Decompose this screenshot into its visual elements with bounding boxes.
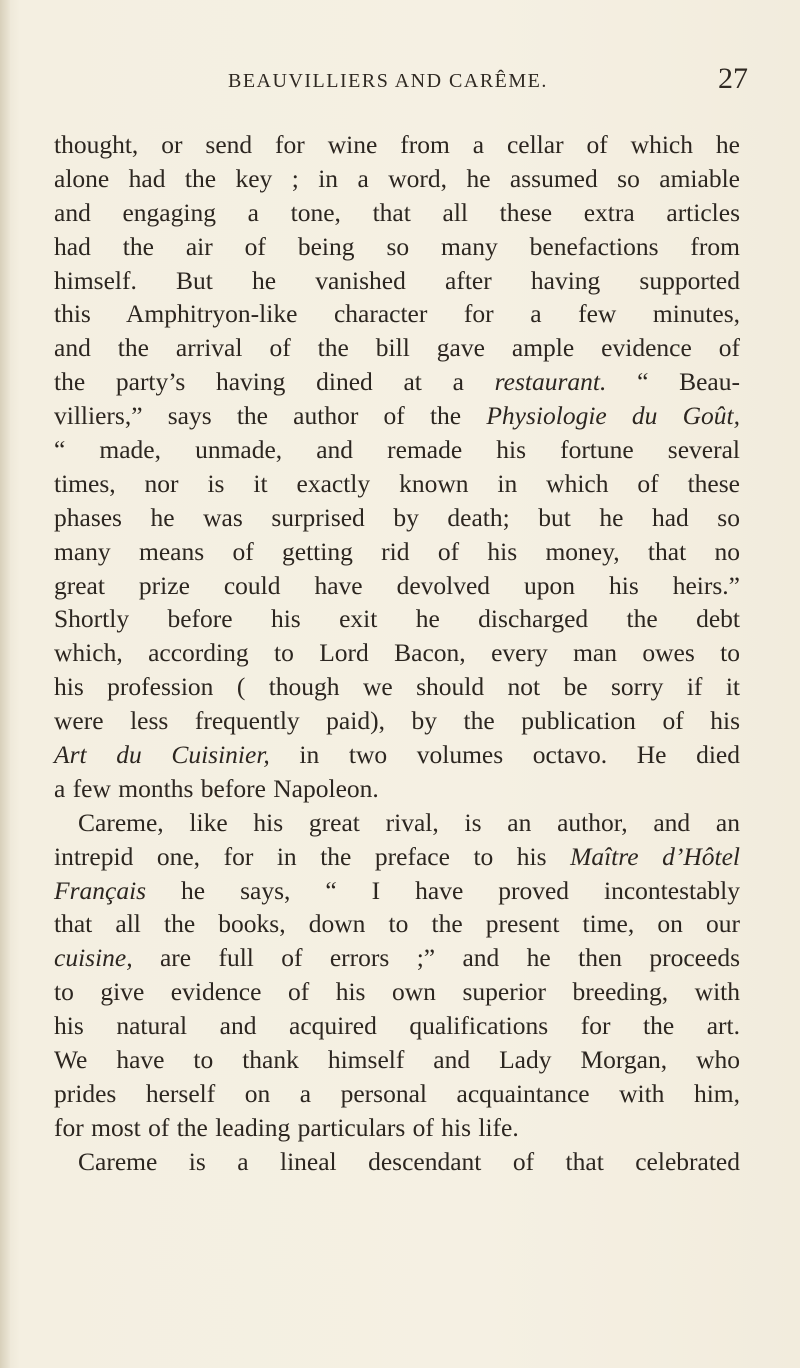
text-segment: great prize could have devolved upon his heirs.” (54, 570, 740, 600)
text-line (54, 535, 740, 569)
text-line (54, 128, 740, 162)
text-line (54, 230, 740, 264)
text-segment: this Amphitryon-like character for a few minutes, (54, 299, 740, 329)
text-segment: his profession ( though we should not be sorry if it (54, 672, 740, 702)
text-segment: that all the books, down to the present time, on our (54, 909, 740, 939)
italic-text: cuisine, (54, 943, 133, 973)
text-line (54, 501, 740, 535)
running-head: BEAUVILLIERS AND CARÊME. (228, 70, 548, 92)
text-line (54, 1145, 740, 1179)
text-segment: which, according to Lord Bacon, every man owes to (54, 638, 740, 668)
text-segment: had the air of being so many benefactions from (54, 231, 740, 261)
text-line (54, 907, 740, 941)
page-header (228, 62, 748, 102)
text-segment: a few months before Napoleon. (54, 773, 379, 803)
text-segment: “ made, unmade, and remade his fortune several (54, 435, 740, 465)
italic-text: restaurant. (494, 367, 607, 397)
text-segment: himself. But he vanished after having supported (54, 265, 740, 295)
text-segment: thought, or send for wine from a cellar of which he (54, 130, 740, 159)
text-line (54, 704, 740, 738)
text-line (54, 975, 740, 1009)
text-line (54, 433, 740, 467)
body-text (54, 128, 740, 1179)
text-line (54, 738, 740, 772)
text-line (54, 365, 740, 399)
text-line (54, 1043, 740, 1077)
text-segment: to give evidence of his own superior breeding, with (54, 977, 740, 1007)
text-segment: “ Beau- (606, 367, 740, 397)
text-segment: and engaging a tone, that all these extra articles (54, 197, 740, 227)
page-number: 27 (718, 62, 748, 95)
text-segment: in two volumes octavo. He died (269, 740, 741, 770)
text-line (54, 467, 740, 501)
text-line (54, 806, 740, 840)
text-line (54, 331, 740, 365)
text-line (54, 1009, 740, 1043)
text-segment: intrepid one, for in the preface to his (54, 841, 571, 871)
text-segment: phases he was surprised by death; but he had so (54, 502, 740, 532)
italic-text: Physiologie du Goût, (486, 401, 741, 431)
text-segment: Careme is a lineal descendant of that celebrated (78, 1146, 740, 1176)
text-line (54, 264, 740, 298)
italic-text: Art du Cuisinier, (54, 740, 270, 770)
text-line (54, 569, 740, 603)
text-line (54, 399, 740, 433)
text-segment: times, nor is it exactly known in which of these (54, 468, 740, 498)
page-gutter-shadow (0, 0, 10, 1368)
text-line (54, 196, 740, 230)
text-line (54, 874, 740, 908)
text-segment: his natural and acquired qualifications for the art. (54, 1011, 740, 1041)
text-segment: he says, “ I have proved incontestably (146, 875, 740, 905)
text-segment: and the arrival of the bill gave ample evidence of (54, 333, 740, 363)
text-line (54, 162, 740, 196)
text-segment: the party’s having dined at a (54, 367, 495, 397)
text-segment: villiers,” says the author of the (54, 401, 487, 431)
italic-text: Français (54, 875, 147, 905)
text-line (54, 1111, 740, 1145)
text-segment: Shortly before his exit he discharged the debt (54, 604, 740, 634)
text-line (54, 840, 740, 874)
text-segment: prides herself on a personal acquaintance with him, (54, 1078, 740, 1108)
text-line (54, 297, 740, 331)
text-segment: many means of getting rid of his money, that no (54, 536, 740, 566)
text-line (54, 602, 740, 636)
text-segment: alone had the key ; in a word, he assumed so amiable (54, 163, 740, 193)
text-line (54, 636, 740, 670)
text-line (54, 670, 740, 704)
text-line (54, 1077, 740, 1111)
text-segment: Careme, like his great rival, is an author, and an (78, 807, 740, 837)
italic-text: Maître d’Hôtel (570, 841, 740, 871)
text-segment: are full of errors ;” and he then proceeds (132, 943, 740, 973)
text-line (54, 772, 740, 806)
text-line (54, 941, 740, 975)
text-segment: We have to thank himself and Lady Morgan, who (54, 1045, 740, 1075)
text-segment: were less frequently paid), by the publication of his (54, 706, 740, 736)
text-segment: for most of the leading particulars of his life. (54, 1112, 519, 1142)
